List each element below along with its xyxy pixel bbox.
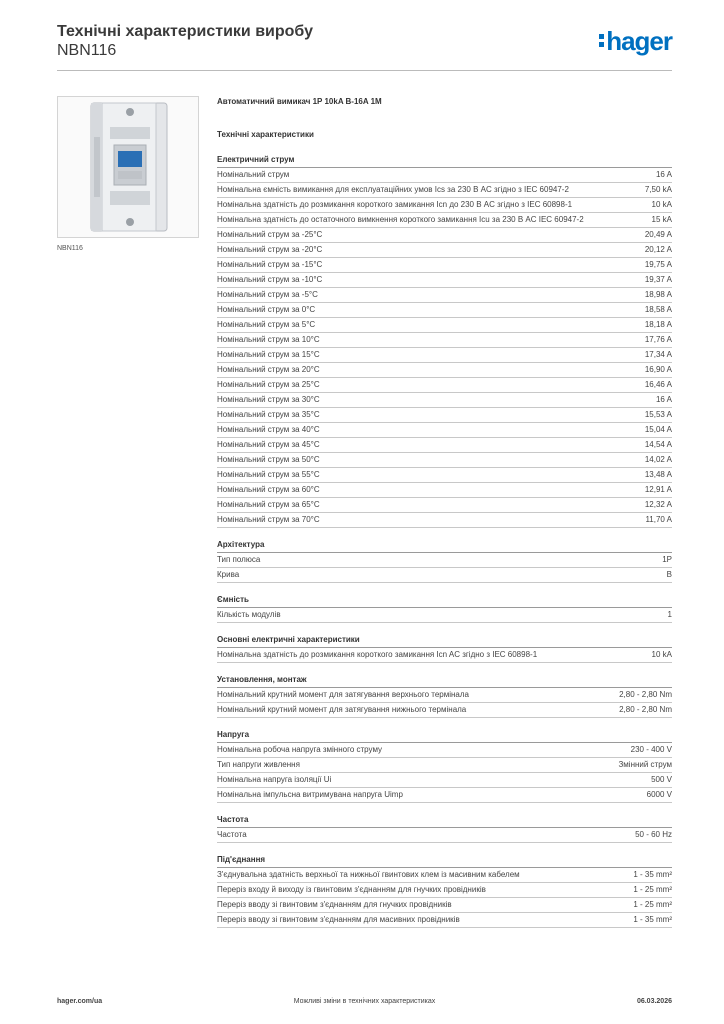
spec-value: 18,98 A: [644, 290, 672, 299]
spec-label: Номінальний струм за 45°C: [217, 440, 320, 449]
section-title: Частота: [217, 815, 672, 828]
spec-value: 1P: [662, 555, 672, 564]
spec-row: [217, 363, 672, 378]
spec-row: [217, 553, 672, 568]
spec-row: [217, 868, 672, 883]
section-title: Ємність: [217, 595, 672, 608]
spec-label: Номінальний струм за -25°C: [217, 230, 323, 239]
spec-label: Номінальний струм за -10°C: [217, 275, 323, 284]
spec-row: [217, 228, 672, 243]
spec-row: [217, 258, 672, 273]
spec-row: [217, 898, 672, 913]
spec-value: 17,34 A: [644, 350, 672, 359]
spec-content: [217, 96, 672, 928]
spec-row: [217, 213, 672, 228]
spec-label: Крива: [217, 570, 240, 579]
spec-row: [217, 333, 672, 348]
spec-row: [217, 423, 672, 438]
spec-label: Номінальна робоча напруга змінного струму: [217, 745, 383, 754]
spec-label: З'єднувальна здатність верхньої та нижньої гвинтових клем із масивним кабелем: [217, 870, 520, 879]
image-caption: NBN116: [57, 245, 83, 252]
spec-value: 18,18 A: [644, 320, 672, 329]
spec-row: [217, 703, 672, 718]
page-header: [57, 22, 672, 70]
spec-row: [217, 303, 672, 318]
spec-section: [217, 635, 672, 663]
spec-value: 14,02 A: [644, 455, 672, 464]
spec-row: [217, 273, 672, 288]
spec-value: 1 - 35 mm²: [633, 870, 672, 879]
hager-logo: [599, 28, 672, 54]
spec-label: Номінальний струм за 15°C: [217, 350, 320, 359]
spec-label: Номінальний струм за 50°C: [217, 455, 320, 464]
spec-value: 16 A: [655, 170, 672, 179]
spec-label: Номінальний струм за 60°C: [217, 485, 320, 494]
spec-label: Номінальний струм за 40°C: [217, 425, 320, 434]
spec-row: [217, 243, 672, 258]
section-title: Напруга: [217, 730, 672, 743]
spec-label: Номінальний струм: [217, 170, 290, 179]
spec-sections: [217, 155, 672, 928]
spec-row: [217, 773, 672, 788]
section-title: Під'єднання: [217, 855, 672, 868]
spec-row: [217, 498, 672, 513]
page-subtitle: NBN116: [57, 42, 117, 59]
spec-value: 10 kA: [651, 650, 672, 659]
spec-row: [217, 513, 672, 528]
spec-label: Номінальна здатність до розмикання короткого замикання Icn до 230 В AC згідно з IEC 60898-1: [217, 200, 573, 209]
spec-value: 2,80 - 2,80 Nm: [619, 690, 672, 699]
spec-value: 1: [667, 610, 672, 619]
spec-row: [217, 393, 672, 408]
spec-row: [217, 168, 672, 183]
spec-label: Номінальний струм за 70°C: [217, 515, 320, 524]
footer-date: 06.03.2026: [636, 998, 672, 1005]
spec-row: [217, 758, 672, 773]
spec-value: 20,49 A: [644, 230, 672, 239]
spec-section: [217, 815, 672, 843]
spec-row: [217, 288, 672, 303]
spec-section: [217, 155, 672, 528]
spec-heading: Технічні характеристики: [217, 130, 314, 139]
spec-row: [217, 788, 672, 803]
spec-value: 19,75 A: [644, 260, 672, 269]
spec-section: [217, 730, 672, 803]
spec-section: [217, 855, 672, 928]
spec-label: Кількість модулів: [217, 610, 281, 619]
logo-dots-icon: [599, 30, 604, 50]
spec-row: [217, 743, 672, 758]
circuit-breaker-icon: [58, 97, 198, 237]
spec-value: 7,50 kA: [644, 185, 672, 194]
spec-value: 16 A: [655, 395, 672, 404]
spec-value: 12,32 A: [644, 500, 672, 509]
spec-section: [217, 540, 672, 583]
spec-label: Переріз вводу зі гвинтовим з'єднанням для масивних провідників: [217, 915, 460, 924]
spec-section: [217, 595, 672, 623]
spec-value: 500 V: [651, 775, 672, 784]
spec-value: 1 - 25 mm²: [633, 885, 672, 894]
spec-row: [217, 468, 672, 483]
spec-value: 1 - 25 mm²: [633, 900, 672, 909]
spec-label: Номінальний струм за -5°C: [217, 290, 318, 299]
spec-value: 12,91 A: [644, 485, 672, 494]
spec-value: Змінний струм: [618, 760, 672, 769]
spec-value: 230 - 400 V: [630, 745, 672, 754]
spec-row: [217, 568, 672, 583]
product-image: [57, 96, 199, 238]
spec-label: Номінальний струм за -15°C: [217, 260, 323, 269]
spec-label: Тип полюса: [217, 555, 261, 564]
spec-row: [217, 438, 672, 453]
product-name: Автоматичний вимикач 1P 10kA B-16A 1M: [217, 97, 382, 106]
header-divider: [57, 70, 672, 71]
spec-value: 6000 V: [646, 790, 672, 799]
spec-row: [217, 883, 672, 898]
spec-label: Номінальний крутний момент для затягування верхнього термінала: [217, 690, 469, 699]
spec-label: Номінальна ємність вимикання для експлуатаційних умов Ics за 230 В AC згідно з IEC 60947-2: [217, 185, 569, 194]
section-title: Електричний струм: [217, 155, 672, 168]
spec-value: 1 - 35 mm²: [633, 915, 672, 924]
page-title: Технічні характеристики виробу: [57, 23, 313, 40]
spec-value: 10 kA: [651, 200, 672, 209]
spec-row: [217, 688, 672, 703]
spec-label: Номінальний струм за 0°C: [217, 305, 316, 314]
spec-value: 18,58 A: [644, 305, 672, 314]
spec-value: 16,90 A: [644, 365, 672, 374]
spec-value: 13,48 A: [644, 470, 672, 479]
spec-row: [217, 453, 672, 468]
spec-row: [217, 318, 672, 333]
spec-label: Номінальний струм за 65°C: [217, 500, 320, 509]
spec-label: Номінальний крутний момент для затягування нижнього термінала: [217, 705, 467, 714]
spec-row: [217, 483, 672, 498]
spec-value: 2,80 - 2,80 Nm: [619, 705, 672, 714]
footer-website: hager.com/ua: [57, 998, 103, 1005]
spec-value: 50 - 60 Hz: [635, 830, 672, 839]
spec-value: 11,70 A: [645, 515, 672, 524]
spec-row: [217, 608, 672, 623]
spec-label: Номінальний струм за 55°C: [217, 470, 320, 479]
spec-label: Номінальний струм за 30°C: [217, 395, 320, 404]
footer-note: Можливі зміни в технічних характеристиках: [293, 998, 436, 1005]
spec-value: 17,76 A: [644, 335, 672, 344]
spec-value: 19,37 A: [644, 275, 672, 284]
spec-label: Номінальна напруга ізоляції Ui: [217, 775, 332, 784]
spec-label: Переріз вводу зі гвинтовим з'єднанням для гнучких провідників: [217, 900, 452, 909]
logo-text: hager: [606, 26, 672, 56]
spec-value: B: [666, 570, 672, 579]
spec-label: Номінальний струм за 5°C: [217, 320, 316, 329]
spec-label: Номінальна імпульсна витримувана напруга Uimp: [217, 790, 403, 799]
spec-row: [217, 648, 672, 663]
spec-label: Номінальний струм за 20°C: [217, 365, 320, 374]
spec-section: [217, 675, 672, 718]
spec-label: Номінальний струм за 10°C: [217, 335, 320, 344]
spec-value: 15,04 A: [644, 425, 672, 434]
spec-label: Номінальна здатність до остаточного вимкнення короткого замикання Icu за 230 В AC IEC 60947-2: [217, 215, 584, 224]
spec-label: Номінальний струм за -20°C: [217, 245, 323, 254]
spec-row: [217, 408, 672, 423]
spec-row: [217, 183, 672, 198]
spec-row: [217, 828, 672, 843]
section-title: Установлення, монтаж: [217, 675, 672, 688]
spec-value: 16,46 A: [644, 380, 672, 389]
spec-row: [217, 378, 672, 393]
spec-value: 14,54 A: [644, 440, 672, 449]
section-title: Архітектура: [217, 540, 672, 553]
spec-label: Частота: [217, 830, 247, 839]
spec-label: Переріз входу й виходу із гвинтовим з'єднанням для гнучких провідників: [217, 885, 486, 894]
spec-row: [217, 348, 672, 363]
spec-value: 20,12 A: [644, 245, 672, 254]
spec-value: 15 kA: [651, 215, 672, 224]
spec-label: Тип напруги живлення: [217, 760, 300, 769]
spec-row: [217, 913, 672, 928]
spec-row: [217, 198, 672, 213]
section-title: Основні електричні характеристики: [217, 635, 672, 648]
spec-label: Номінальний струм за 25°C: [217, 380, 320, 389]
spec-value: 15,53 A: [644, 410, 672, 419]
spec-label: Номінальна здатність до розмикання короткого замикання Icn AC згідно з IEC 60898-1: [217, 650, 538, 659]
spec-label: Номінальний струм за 35°C: [217, 410, 320, 419]
